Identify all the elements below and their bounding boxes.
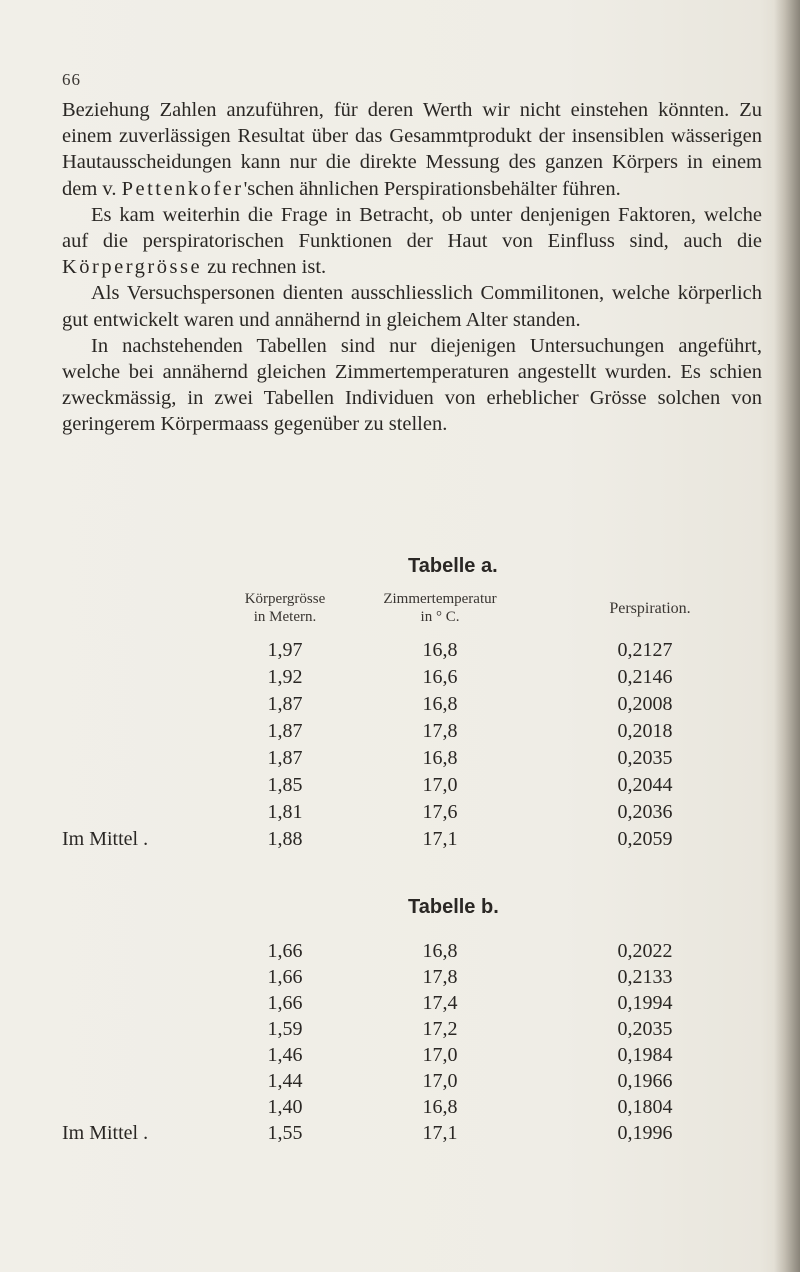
paragraph-1-text-a: Beziehung Zahlen anzuführen, für deren Werth wir nicht einstehen könnten. Zu einem zuverlässigen Resultat über das Gesammtprodukt der insensiblen wässerigen Hautausscheidungen kann nur die direkte Messung des ganzen Körpers in einem dem v. [62, 99, 762, 200]
paragraph-2 [62, 202, 762, 281]
table-row: 1,87 16,8 0,2035 [267, 747, 673, 769]
table-row: 1,59 17,2 0,2035 [267, 1018, 673, 1040]
mean-label: Im Mittel . [62, 828, 149, 850]
table-row: 1,66 17,4 0,1994 [267, 992, 673, 1014]
paragraph-1-text-b: 'schen ähnlichen Perspirationsbehälter führen. [243, 177, 621, 200]
paragraph-4: In nachstehenden Tabellen sind nur diejenigen Untersuchungen angeführt, welche bei annähernd gleichen Zimmertemperaturen angestellt wurden. Es schien zweckmässig, in zwei Tabellen Individuen von erheblicher Grösse solchen von geringerem Körpermaass gegenüber zu stellen. [62, 334, 762, 436]
table-row: 1,44 17,0 0,1966 [267, 1070, 673, 1092]
table-a-header-height [210, 590, 360, 626]
table-a-header-temperature [365, 590, 515, 626]
table-row: 1,46 17,0 0,1984 [267, 1044, 673, 1066]
table-a-header-perspiration: Perspiration. [609, 600, 691, 617]
body-text [62, 97, 762, 438]
header-temp-line1: Zimmertemperatur [383, 591, 497, 607]
table-mean-row: Im Mittel . 1,55 17,1 0,1996 [62, 1122, 673, 1144]
table-row: 1,40 16,8 0,1804 [267, 1096, 673, 1118]
paragraph-3: Als Versuchspersonen dienten ausschliesslich Commilitonen, welche körperlich gut entwickelt waren und annähernd in gleichem Alter standen. [62, 282, 762, 331]
mean-label: Im Mittel . [62, 1122, 149, 1144]
table-a-title: Tabelle a. [408, 555, 498, 577]
paragraph-2-text-b: zu rechnen ist. [202, 256, 327, 279]
table-row: 1,87 16,8 0,2008 [267, 693, 673, 715]
table-row: 1,97 16,8 0,2127 [267, 639, 673, 661]
paragraph-1-spaced-name: Pettenkofer [121, 177, 244, 200]
paragraph-1 [62, 97, 762, 202]
header-height-line2: in Metern. [253, 609, 317, 625]
paragraph-2-spaced-term: Körpergrösse [62, 256, 203, 279]
table-b-title: Tabelle b. [408, 896, 499, 918]
page-number: 66 [62, 70, 81, 89]
table-row: 1,92 16,6 0,2146 [267, 666, 673, 688]
header-height-line1: Körpergrösse [244, 591, 326, 607]
header-temp-line2: in ° C. [420, 609, 460, 625]
table-row: 1,87 17,8 0,2018 [267, 720, 673, 742]
table-row: 1,85 17,0 0,2044 [267, 774, 673, 796]
table-row: 1,66 17,8 0,2133 [267, 966, 673, 988]
paragraph-2-text-a: Es kam weiterhin die Frage in Betracht, ob unter denjenigen Faktoren, welche auf die perspiratorischen Funktionen der Haut von Einfluss sind, auch die [62, 203, 762, 253]
table-row: 1,81 17,6 0,2036 [267, 801, 673, 823]
table-row: 1,66 16,8 0,2022 [267, 940, 673, 962]
table-mean-row: Im Mittel . 1,88 17,1 0,2059 [62, 828, 673, 850]
